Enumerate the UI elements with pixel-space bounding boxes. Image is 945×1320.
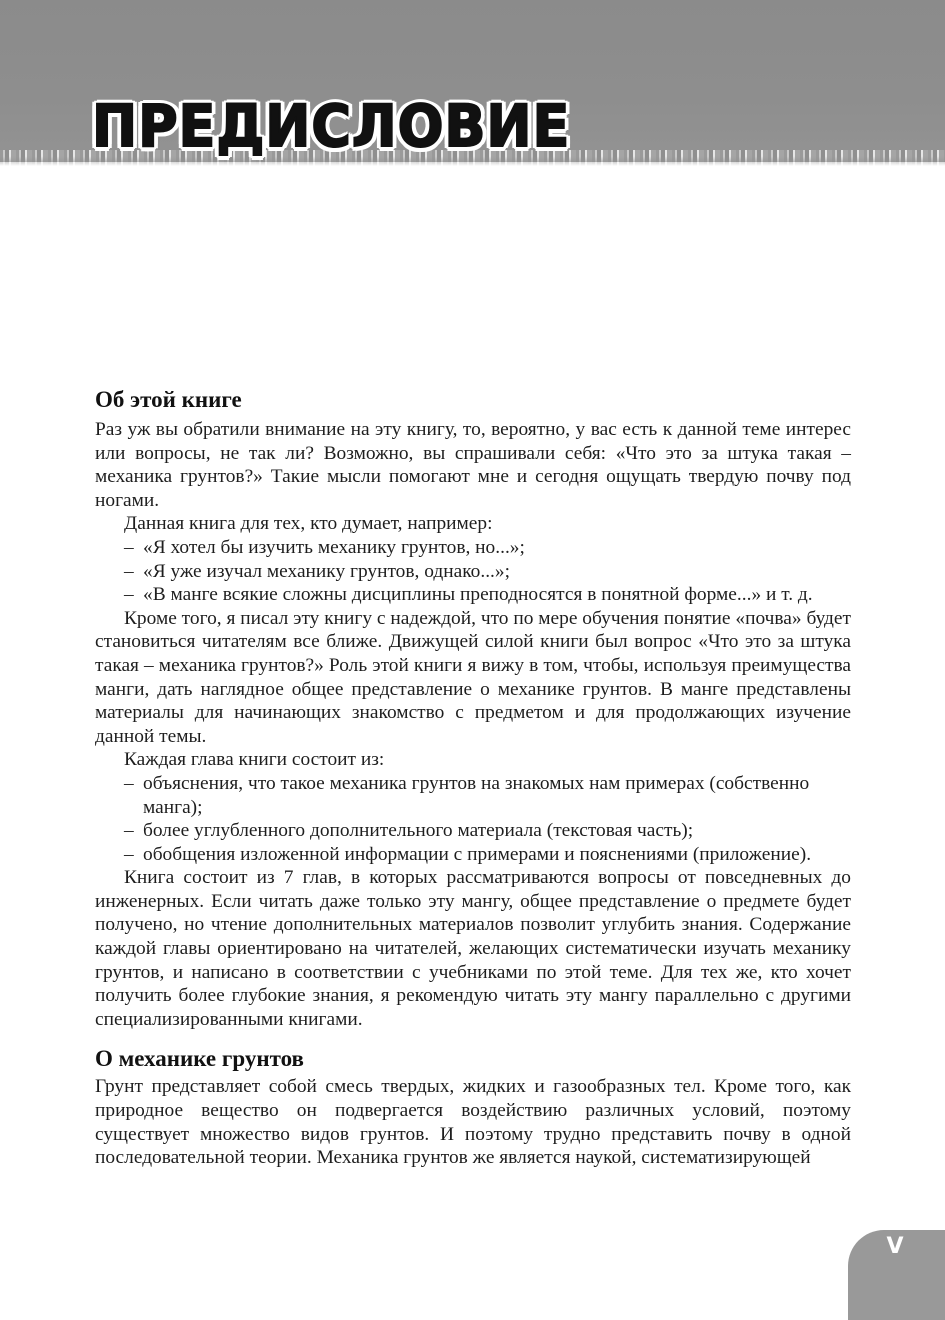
list-item [95, 583, 851, 607]
dash-bullet-icon: – [124, 843, 134, 865]
paragraph-audience-lead: Данная книга для тех, кто думает, например: [124, 513, 493, 535]
list-item-text: «В манге всякие сложны дисциплины преподносятся в понятной форме...» и т. д. [143, 584, 813, 606]
dash-bullet-icon: – [124, 820, 134, 842]
list-item [95, 536, 851, 560]
list-item [95, 843, 851, 867]
page-body [95, 384, 851, 1170]
list-item [95, 560, 851, 584]
paragraph-purpose: Кроме того, я писал эту книгу с надеждой, что по мере обучения понятие «почва» будет становиться читателям все ближе. Движущей силой книги был вопрос «Что это за штука такая – механика грунтов?» Роль этой книги я вижу в том, чтобы, используя преимущества манги, дать наглядное общее представление о механике грунтов. В манге представлены материалы для начинающих знакомство с предметом и для продолжающих изучение данной темы. [95, 607, 851, 747]
dash-bullet-icon: – [124, 536, 134, 558]
dash-bullet-icon: – [124, 560, 134, 582]
list-item-text: объяснения, что такое механика грунтов на знакомых нам примерах (собственно манга); [143, 772, 810, 818]
list-item-text: «Я хотел бы изучить механику грунтов, но...»; [143, 536, 525, 558]
page-number: V [886, 1234, 904, 1259]
paragraph-soil-mechanics: Грунт представляет собой смесь твердых, жидких и газообразных тел. Кроме того, как природное вещество он подвергается воздействию различных условий, поэтому существует множество видов грунтов. И поэтому трудно представить почву в одной последовательной теории. Механика грунтов же является наукой, систематизирующей [95, 1076, 851, 1169]
dash-bullet-icon: – [124, 772, 134, 794]
chapter-title: ПРЕДИСЛОВИЕ [92, 92, 571, 160]
paragraph-intro: Раз уж вы обратили внимание на эту книгу, то, вероятно, у вас есть к данной теме интерес или вопросы, не так ли? Возможно, вы спрашивали себя: «Что это за штука такая – механика грунтов?» Такие мысли помогают мне и сегодня ощущать твердую почву под ногами. [95, 419, 851, 511]
list-item-text: «Я уже изучал механику грунтов, однако...»; [143, 560, 510, 582]
list-item-text: обобщения изложенной информации с примерами и пояснениями (приложение). [143, 843, 812, 865]
paragraph-structure-lead: Каждая глава книги состоит из: [124, 749, 385, 771]
audience-list [95, 536, 851, 607]
paragraph-conclusion: Книга состоит из 7 глав, в которых рассматриваются вопросы от повседневных до инженерных. Если читать даже только эту мангу, общее представление о предмете будет получено, но чтение дополнительных материалов позволит углубить знания. Содержание каждой главы ориентировано на читателей, желающих систематически изучать механику грунтов, и написано в соответствии с учебниками по этой теме. Для тех же, кто хочет получить более глубокие знания, я рекомендую читать эту мангу параллельно с другими специализированными книгами. [95, 867, 851, 1030]
structure-list [95, 772, 851, 866]
section-heading-soil-mechanics: О механике грунтов [95, 1046, 304, 1072]
list-item [95, 772, 851, 819]
section-heading-about-book: Об этой книге [95, 387, 242, 412]
list-item-text: более углубленного дополнительного материала (текстовая часть); [143, 820, 694, 842]
dash-bullet-icon: – [124, 584, 134, 606]
list-item [95, 819, 851, 843]
